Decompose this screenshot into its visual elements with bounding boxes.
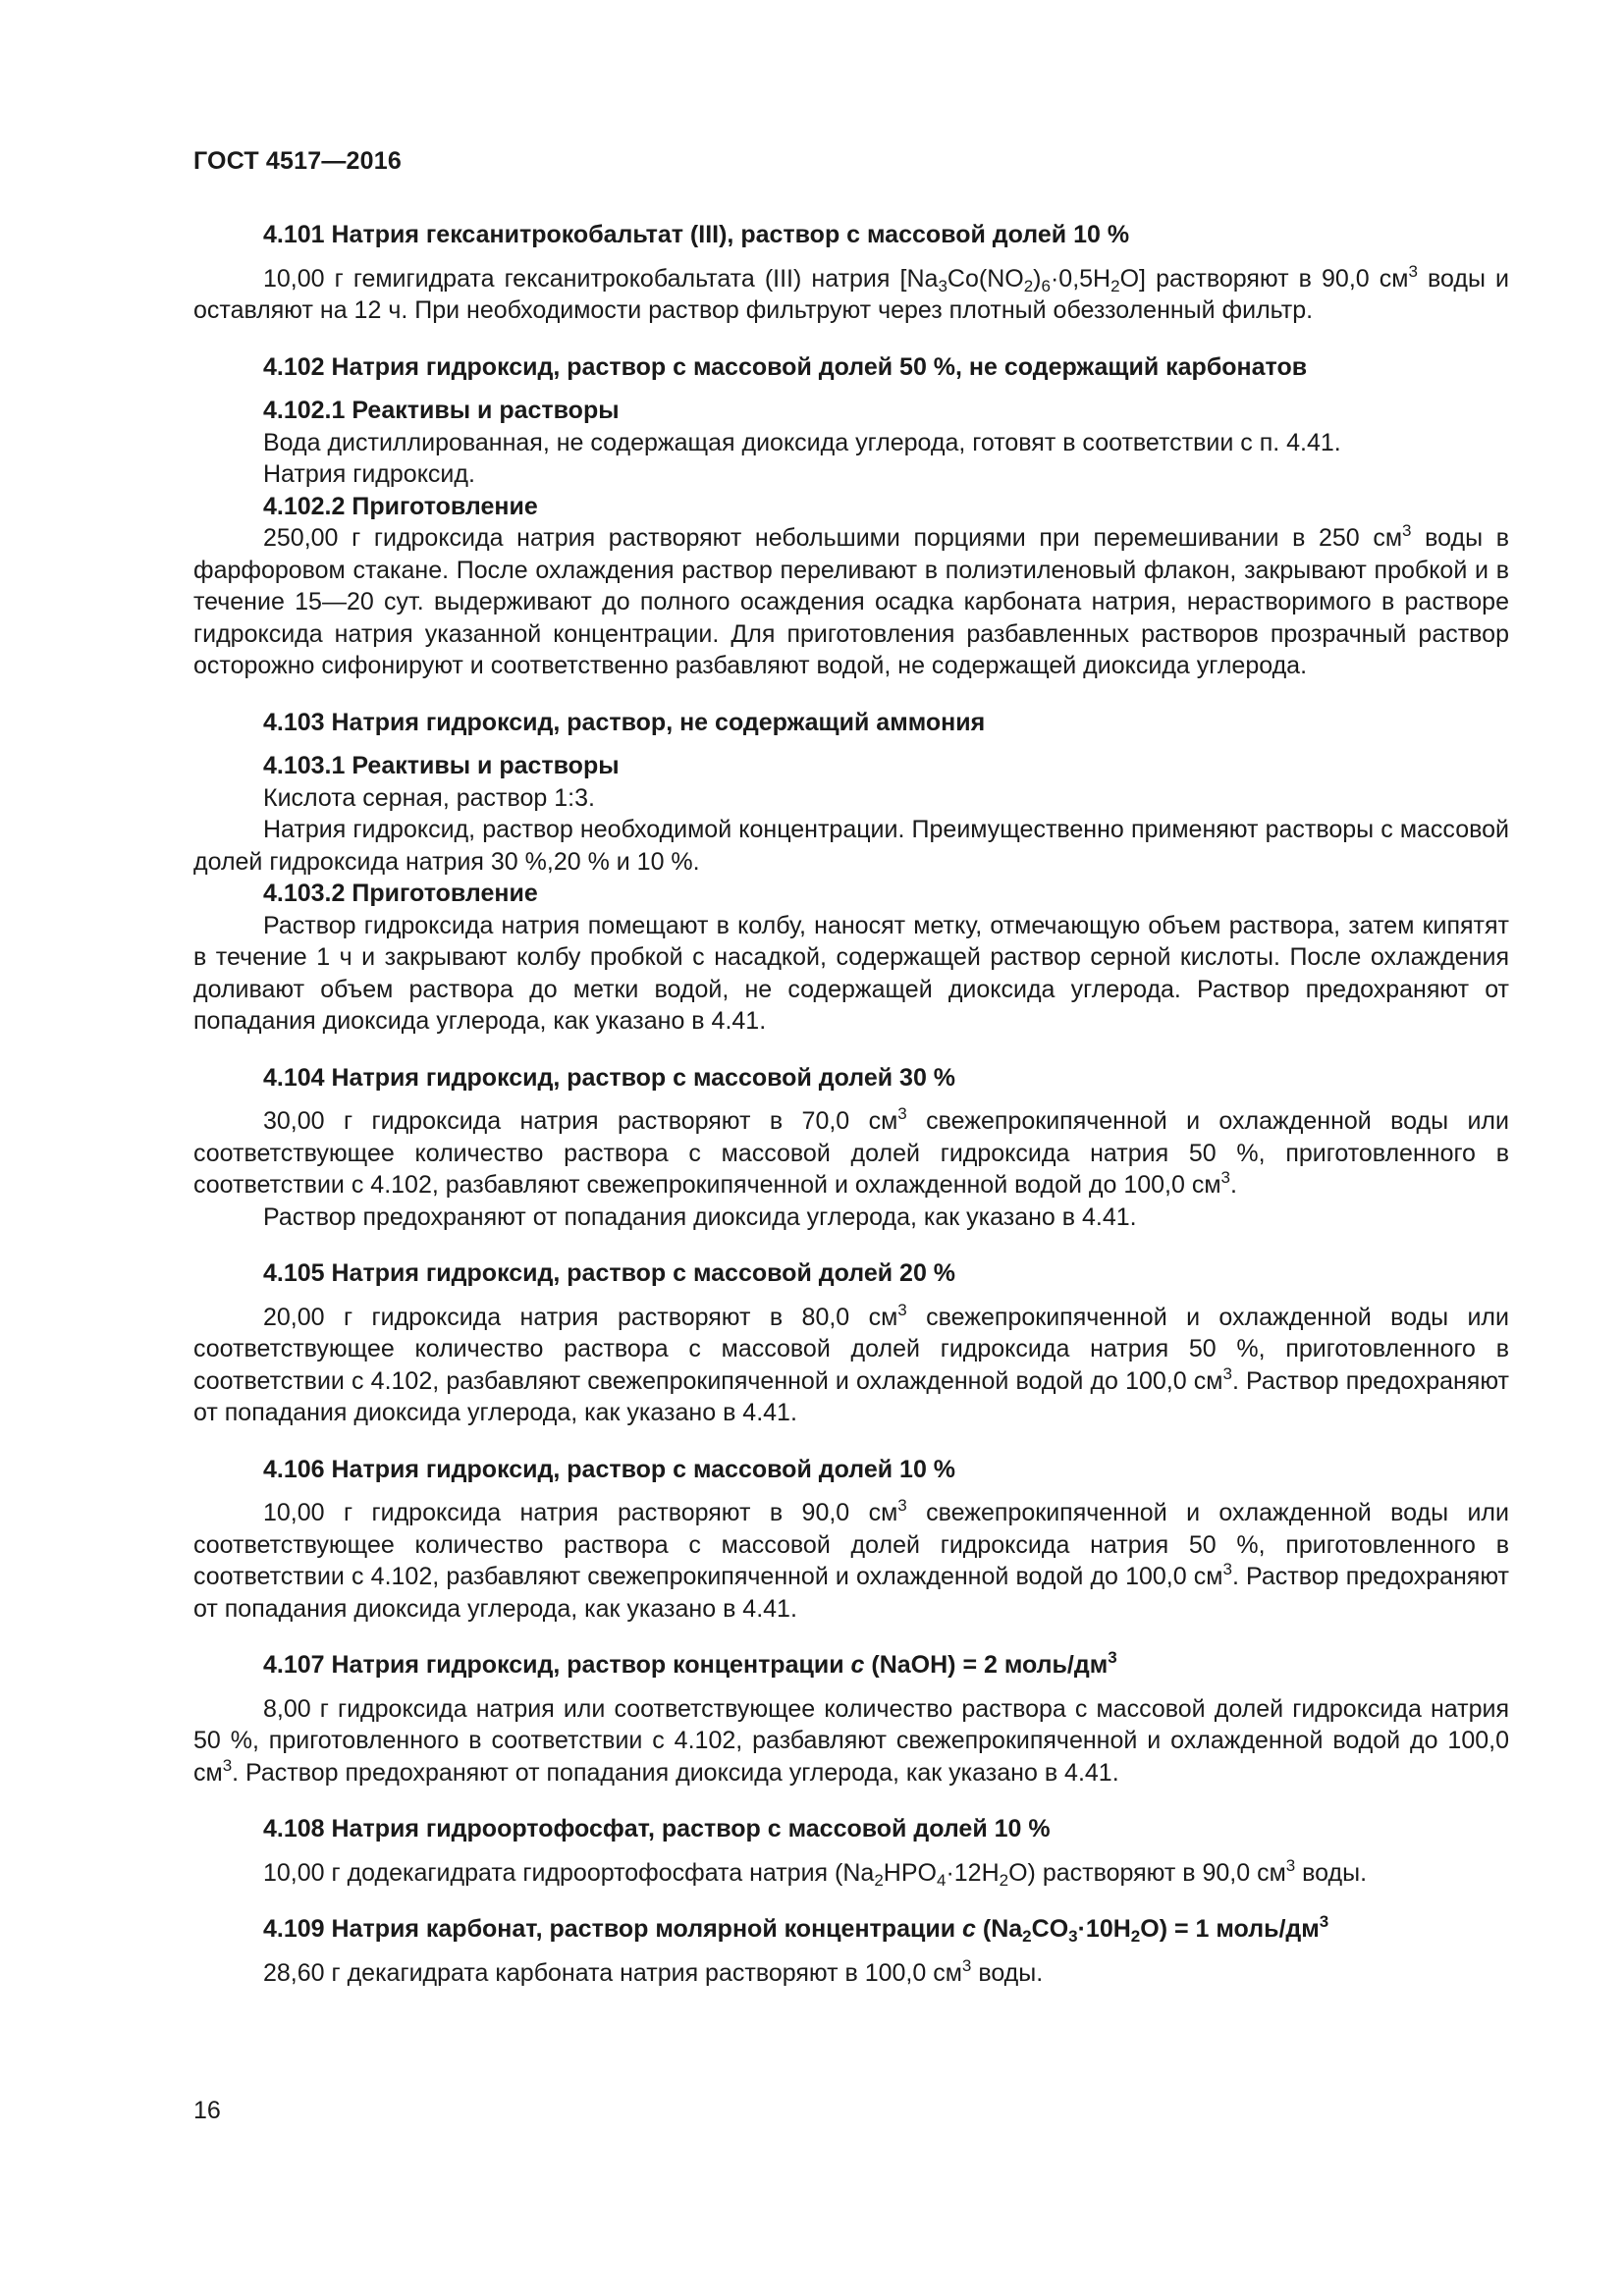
subsection-4-103-2-heading: 4.103.2 Приготовление: [263, 880, 538, 907]
section-4-105-paragraph: 20,00 г гидроксида натрия растворяют в 80,0 $см^3$ свежепрокипяченной и охлажденной воды или соответствующее количество раствора с массовой долей гидроксида натрия 50 %, приготовленного в соответствии с 4.102, разбавляют свежепрокипяченной и охлажденной водой до 100,0 $см^3$. Раствор предохраняют от попадания диоксида углерода, как указано в 4.41.: [193, 1300, 1509, 1426]
section-4-102-preparation: 250,00 г гидроксида натрия растворяют небольшими порциями при перемешивании в 250 $см^3$ воды в фарфоровом стакане. После охлаждения раствор переливают в полиэтиленовый флакон, закрывают пробкой и в течение 15—20 сут. выдерживают до полного осаждения осадка карбоната натрия, нерастворимого в растворе гидроксида натрия указанной концентрации. Для приготовления разбавленных растворов прозрачный раствор осторожно сифонируют и соответственно разбавляют водой, не содержащей диоксида углерода.: [193, 520, 1509, 679]
section-4-102-reagent-water: Вода дистиллированная, не содержащая диоксида углерода, готовят в соответствии с п. 4.41.: [263, 428, 1341, 456]
document-body: [193, 219, 1509, 1989]
section-4-107-heading: 4.107 Натрия гидроксид, раствор концентрации c (NaOH) = 2 моль/$дм^3$: [263, 1647, 1117, 1679]
section-4-109-paragraph: 28,60 г декагидрата карбоната натрия растворяют в 100,0 $см^3$ воды.: [263, 1955, 1044, 1987]
section-4-102-reagent-naoh: Натрия гидроксид.: [263, 460, 475, 488]
page-number: 16: [193, 2097, 221, 2124]
section-4-104-heading: 4.104 Натрия гидроксид, раствор с массовой долей 30 %: [263, 1063, 956, 1092]
section-4-103-reagent-naoh: Натрия гидроксид, раствор необходимой концентрации. Преимущественно применяют растворы с массовой долей гидроксида натрия 30 %,20 % и 10 %.: [193, 816, 1509, 876]
section-4-104-note: Раствор предохраняют от попадания диоксида углерода, как указано в 4.41.: [263, 1202, 1137, 1231]
subsection-4-102-1-heading: 4.102.1 Реактивы и растворы: [263, 397, 620, 424]
document-header: ГОСТ 4517—2016: [193, 147, 402, 175]
section-4-101-heading: 4.101 Натрия гексанитрокобальтат (III), раствор с массовой долей 10 %: [263, 221, 1130, 248]
section-4-103-heading: 4.103 Натрия гидроксид, раствор, не содержащий аммония: [263, 708, 986, 736]
subsection-4-103-1-heading: 4.103.1 Реактивы и растворы: [263, 752, 620, 779]
section-4-108-paragraph: 10,00 г додекагидрата гидроортофосфата натрия $(Na_2HPO_4\cdot 12H_2O)$ растворяют в 90,0 $см^3$ воды.: [263, 1855, 1368, 1890]
section-4-106-paragraph: 10,00 г гидроксида натрия растворяют в 90,0 $см^3$ свежепрокипяченной и охлажденной воды или соответствующее количество раствора с массовой долей гидроксида натрия 50 %, приготовленного в соответствии с 4.102, разбавляют свежепрокипяченной и охлажденной водой до 100,0 $см^3$. Раствор предохраняют от попадания диоксида углерода, как указано в 4.41.: [193, 1495, 1509, 1623]
section-4-102-heading: 4.102 Натрия гидроксид, раствор с массовой долей 50 %, не содержащий карбонатов: [263, 352, 1308, 381]
section-4-103-preparation: Раствор гидроксида натрия помещают в колбу, наносят метку, отмечающую объем раствора, затем кипятят в течение 1 ч и закрывают колбу пробкой с насадкой, содержащей раствор серной кислоты. После охлаждения доливают объем раствора до метки водой, не содержащей диоксида углерода. Раствор предохраняют от попадания диоксида углерода, как указано в 4.41.: [193, 911, 1509, 1035]
section-4-101-paragraph: 10,00 г гемигидрата гексанитрокобальтата (III) натрия $[Na_3Co(NO_2)_6\cdot 0,5H_2O]$ растворяют в 90,0 $см^3$ воды и оставляют на 12 ч. При необходимости раствор фильтруют через плотный обеззоленный фильтр.: [193, 261, 1509, 324]
section-4-107-paragraph: 8,00 г гидроксида натрия или соответствующее количество раствора с массовой долей гидроксида натрия 50 %, приготовленного в соответствии с 4.102, разбавляют свежепрокипяченной и охлажденной водой до 100,0 $см^3$. Раствор предохраняют от попадания диоксида углерода, как указано в 4.41.: [193, 1694, 1509, 1787]
section-4-104-paragraph: 30,00 г гидроксида натрия растворяют в 70,0 $см^3$ свежепрокипяченной и охлажденной воды или соответствующее количество раствора с массовой долей гидроксида натрия 50 %, приготовленного в соответствии с 4.102, разбавляют свежепрокипяченной и охлажденной водой до 100,0 $см^3$.: [193, 1103, 1509, 1199]
section-4-109-heading: 4.109 Натрия карбонат, раствор молярной концентрации c $(Na_2CO_3\cdot 10H_2O) = 1$ моль/$дм^3$: [263, 1911, 1329, 1947]
section-4-103-reagent-acid: Кислота серная, раствор 1:3.: [263, 783, 595, 812]
subsection-4-102-2-heading: 4.102.2 Приготовление: [263, 492, 538, 520]
section-4-108-heading: 4.108 Натрия гидроортофосфат, раствор с массовой долей 10 %: [263, 1815, 1051, 1842]
section-4-106-heading: 4.106 Натрия гидроксид, раствор с массовой долей 10 %: [263, 1455, 956, 1483]
section-4-105-heading: 4.105 Натрия гидроксид, раствор с массовой долей 20 %: [263, 1259, 956, 1287]
